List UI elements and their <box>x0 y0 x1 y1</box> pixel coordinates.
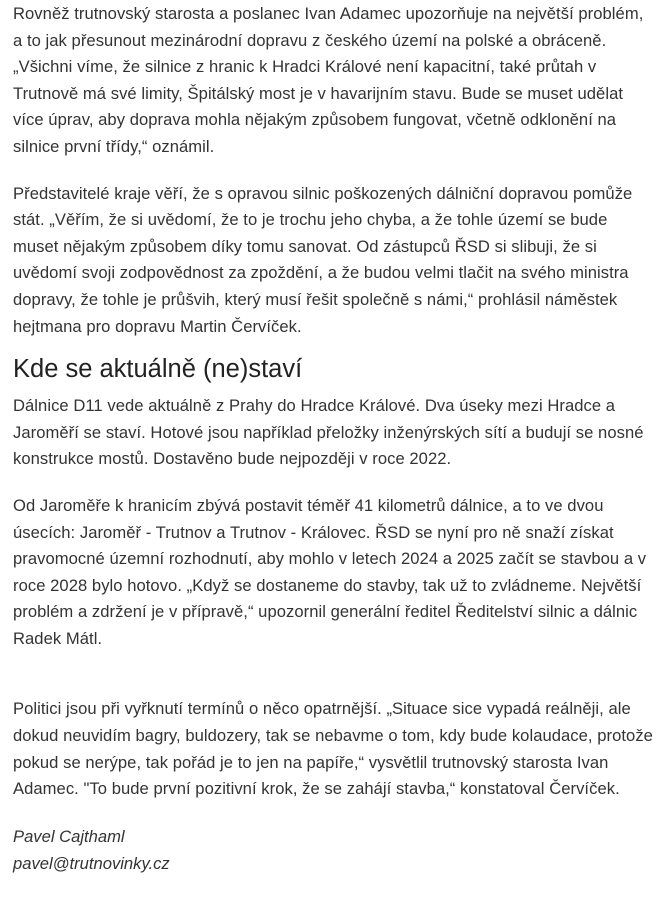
article-paragraph: Rovněž trutnovský starosta a poslanec Ivan Adamec upozorňuje na největší problém, a to jak přesunout mezinárodní dopravu z českého území na polské a obráceně. „Všichni víme, že silnice z hranic k Hradci Králové není kapacitní, také průtah v Trutnově má své limity, Špitálský most je v havarijním stavu. Bude se muset udělat více úprav, aby doprava mohla nějakým způsobem fungovat, včetně odklonění na silnice první třídy,“ oznámil. <box>13 4 644 156</box>
section-heading: Kde se aktuálně (ne)staví <box>13 355 303 384</box>
article-body <box>13 0 653 877</box>
article-paragraph: Představitelé kraje věří, že s opravou silnic poškozených dálniční dopravou pomůže stát. „Věřím, že si uvědomí, že to je trochu jeho chyba, a že tohle území se bude muset nějakým způsobem díky tomu sanovat. Od zástupců ŘSD si slibuji, že si uvědomí svoji zodpovědnost za zpoždění, a že budou velmi tlačit na svého ministra dopravy, že tohle je průšvih, který musí řešit společně s námi,“ prohlásil náměstek hejtmana pro dopravu Martin Červíček. <box>13 183 633 336</box>
article-paragraph: Od Jaroměře k hranicím zbývá postavit téměř 41 kilometrů dálnice, a to ve dvou úsecích: Jaroměř - Trutnov a Trutnov - Královec. ŘSD se nyní pro ně snaží získat pravomocné územní rozhodnutí, aby mohlo v letech 2024 a 2025 začít se stavbou a v roce 2028 bylo hotovo. „Když se dostaneme do stavby, tak už to zvládneme. Největší problém a zdržení je v přípravě,“ upozornil generální ředitel Ředitelství silnic a dálnic Radek Mátl. <box>13 495 647 648</box>
author-email-link[interactable]: pavel@trutnovinky.cz <box>13 853 170 873</box>
article-paragraph: Politici jsou při vyřknutí termínů o něco opatrnější. „Situace sice vypadá reálněji, ale dokud neuvidím bagry, buldozery, tak se nebavme o tom, kdy bude kolaudace, protože pokud se nerýpe, tak pořád je to jen na papíře,“ vysvětlil trutnovský starosta Ivan Adamec. "To bude první pozitivní krok, že se zahájí stavba,“ konstatoval Červíček. <box>13 699 653 799</box>
author-signature <box>13 823 653 877</box>
article-paragraph: Dálnice D11 vede aktuálně z Prahy do Hradce Králové. Dva úseky mezi Hradce a Jaroměří se staví. Hotové jsou například přeložky inženýrských sítí a budují se nosné konstrukce mostů. Dostavěno bude nejpozději v roce 2022. <box>13 396 644 469</box>
author-name: Pavel Cajthaml <box>13 826 125 846</box>
